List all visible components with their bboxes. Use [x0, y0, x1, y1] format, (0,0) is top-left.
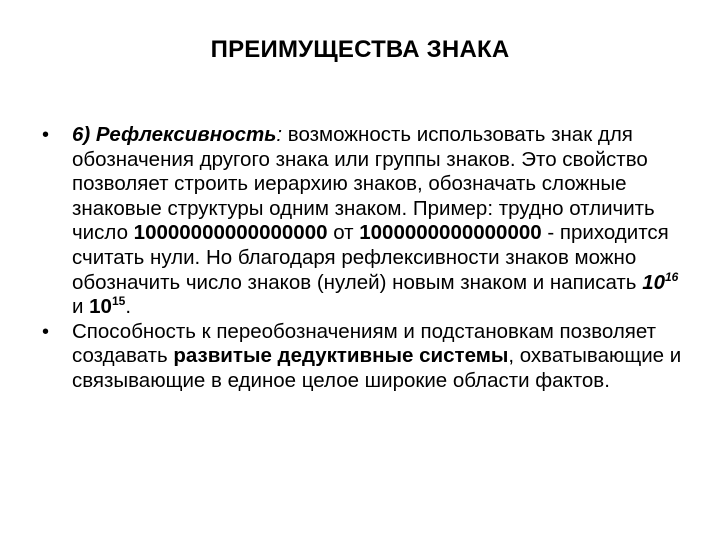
- power-b-base: 10: [89, 295, 112, 319]
- reflexivity-colon: :: [276, 123, 283, 146]
- reflexivity-text-a: возможность использовать знак для обозначения другого знака или группы знаков. Это свойство позволяет строить иерархию знаков, обозначать сложные знаковые структуры одним знаком. Пример: трудно отличить число: [72, 123, 655, 245]
- power-b-exponent: 15: [111, 294, 126, 309]
- power-a: [642, 271, 678, 294]
- power-a-base: 10: [642, 270, 665, 294]
- bullet-list: [42, 123, 682, 394]
- deductive-systems-term: развитые дедуктивные системы: [173, 344, 509, 368]
- reflexivity-text-b: от: [327, 221, 360, 245]
- substitution-text-b: , охватывающие и связывающие в единое целое широкие области фактов.: [72, 344, 682, 392]
- example-number-b: 1000000000000000: [359, 221, 542, 245]
- reflexivity-text-d: и: [72, 295, 90, 319]
- reflexivity-text-e: .: [125, 295, 132, 319]
- example-number-a: 10000000000000000: [133, 221, 328, 245]
- reflexivity-text-c: - приходится считать нули. Но благодаря рефлексивности знаков можно обозначить число знаков (нулей) новым знаком и написать: [72, 221, 669, 294]
- slide-title: ПРЕИМУЩЕСТВА ЗНАКА: [210, 36, 510, 63]
- substitution-text-a: Способность к переобозначениям и подстановкам позволяет создавать: [72, 319, 657, 368]
- bullet-dot-icon: •: [42, 320, 50, 343]
- bullet-item-substitution: [42, 320, 682, 394]
- bullet-dot-icon: •: [42, 124, 50, 146]
- power-a-exponent: 16: [665, 269, 679, 284]
- reflexivity-term: 6) Рефлексивность: [72, 123, 277, 146]
- power-b: [89, 295, 125, 318]
- bullet-item-reflexivity: [42, 123, 682, 320]
